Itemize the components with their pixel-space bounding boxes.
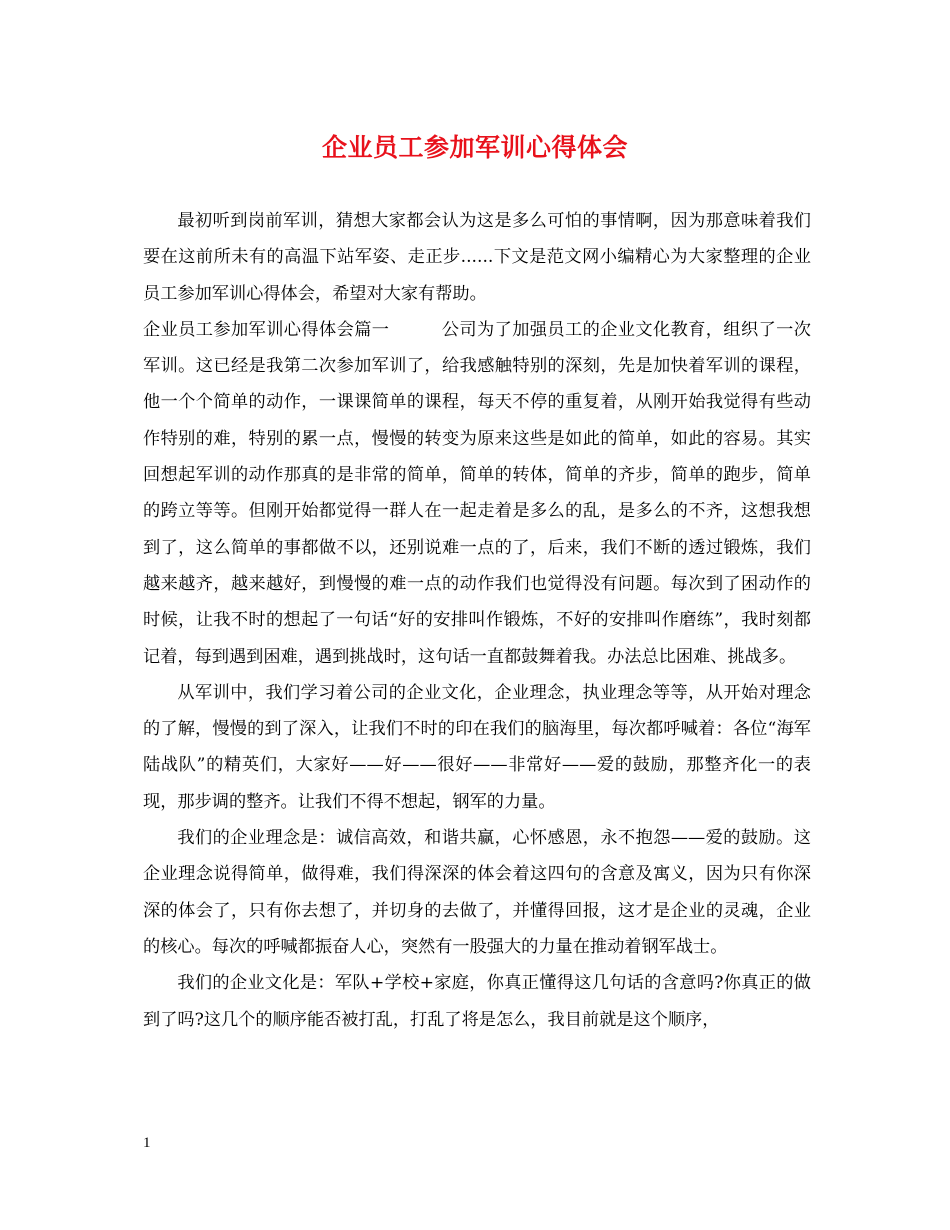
section-first-paragraph: 公司为了加强员工的企业文化教育，组织了一次军训。这已经是我第二次参加军训了，给我感触特别的深刻，先是加快着军训的课程，他一个个简单的动作，一课课简单的课程，每天不停的重复着，从刚开始我觉得有些动作特别的难，特别的累一点，慢慢的转变为原来这些是如此的简单，如此的容易。其实回想起军训的动作那真的是非常的简单，简单的转体，简单的齐步，简单的跑步，简单的跨立等等。但刚开始都觉得一群人在一起走着是多么的乱，是多么的不齐，这想我想到了，这么简单的事都做不以，还别说难一点的了，后来，我们不断的透过锻炼，我们越来越齐，越来越好，到慢慢的难一点的动作我们也觉得没有问题。每次到了困动作的时候，让我不时的想起了一句话“好的安排叫作锻炼，不好的安排叫作磨练”，我时刻都记着，每到遇到困难，遇到挑战时，这句话一直都鼓舞着我。办法总比困难、挑战多。 xyxy=(143,319,811,667)
document-body xyxy=(143,203,811,1038)
intro-paragraph: 最初听到岗前军训，猜想大家都会认为这是多么可怕的事情啊，因为那意味着我们要在这前所未有的高温下站军姿、走正步......下文是范文网小编精心为大家整理的企业员工参加军训心得体会，希望对大家有帮助。 xyxy=(143,211,811,304)
page-number: 1 xyxy=(143,1135,151,1151)
body-paragraph-4: 我们的企业文化是：军队+学校+家庭，你真正懂得这几句话的含意吗?你真正的做到了吗?这几个的顺序能否被打乱，打乱了将是怎么，我目前就是这个顺序， xyxy=(143,973,811,1030)
body-paragraph-3: 我们的企业理念是：诚信高效，和谐共赢，心怀感恩，永不抱怨——爱的鼓励。这企业理念说得简单，做得难，我们得深深的体会着这四句的含意及寓义，因为只有你深深的体会了，只有你去想了，并切身的去做了，并懂得回报，这才是企业的灵魂，企业的核心。每次的呼喊都振奋人心，突然有一股强大的力量在推动着钢军战士。 xyxy=(143,828,811,957)
document-title: 企业员工参加军训心得体会 xyxy=(321,133,628,162)
body-paragraph-2: 从军训中，我们学习着公司的企业文化，企业理念，执业理念等等，从开始对理念的了解，慢慢的到了深入，让我们不时的印在我们的脑海里，每次都呼喊着：各位“海军陆战队”的精英们，大家好——好——很好——非常好——爱的鼓励，那整齐化一的表现，那步调的整齐。让我们不得不想起，钢军的力量。 xyxy=(143,682,811,812)
section-heading: 企业员工参加军训心得体会篇一 xyxy=(143,319,390,340)
section-paragraph xyxy=(143,312,811,675)
